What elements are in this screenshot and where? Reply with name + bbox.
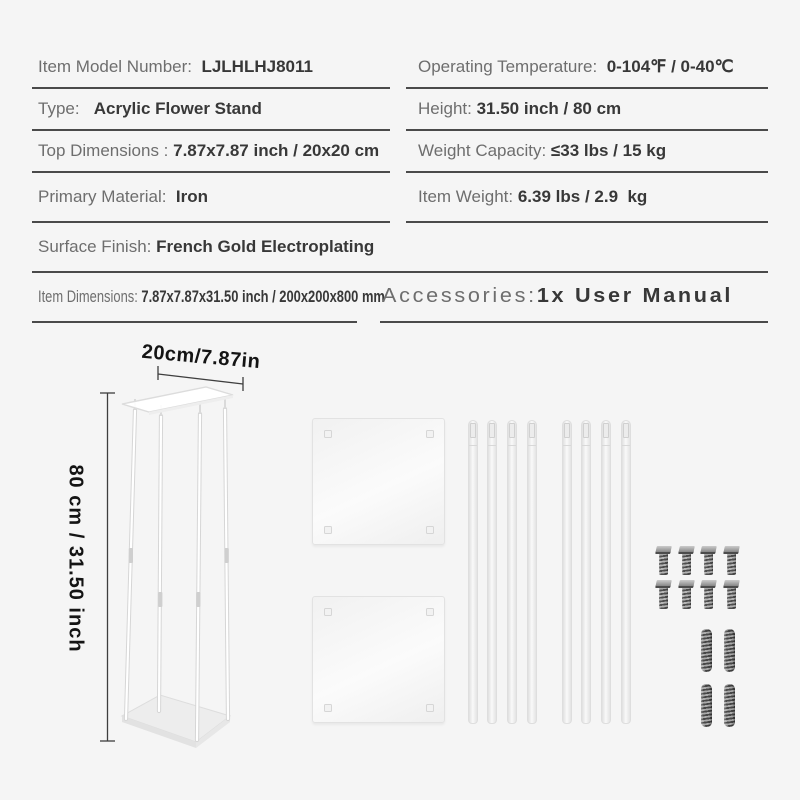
threaded-stud [724,629,735,672]
screw-head [655,546,672,554]
parts-layer [0,330,800,800]
support-rod [487,420,497,724]
screw [656,546,672,576]
spec-label: Type: [38,99,94,118]
width-dimension-label: 20cm/7.87in [140,340,262,374]
panel-hole [324,430,332,438]
spec-row [32,273,768,323]
threaded-stud [724,684,735,727]
spec-value: ≤33 lbs / 15 kg [550,141,667,160]
screw [701,580,717,610]
spec-row [32,173,768,223]
panel-hole [324,704,332,712]
screw-shank [682,588,691,609]
acrylic-panel [312,596,445,723]
spec-value: Iron [175,187,209,206]
screw-head [655,580,672,588]
support-rod [621,420,631,724]
panel-hole [324,526,332,534]
spec-row [32,131,768,173]
screw [724,546,740,576]
spec-value: French Gold Electroplating [156,237,375,256]
screw-shank [727,554,736,575]
panel-hole [426,526,434,534]
support-rod [507,420,517,724]
spec-label: Top Dimensions : [38,141,174,160]
spec-label: Accessories: [382,285,537,307]
spec-item-weight [406,173,768,223]
spec-label: Item Weight: [418,187,518,206]
spec-row [32,47,768,89]
support-rod [581,420,591,724]
product-figure [0,330,800,800]
support-rod [527,420,537,724]
spec-table [0,0,800,323]
screw-shank [704,554,713,575]
spec-value: 1x User Manual [536,285,734,307]
spec-accessories [380,273,768,323]
spec-value: 7.87x7.87 inch / 20x20 cm [173,141,380,160]
spec-weight-capacity [406,131,768,173]
spec-surface-finish [32,223,768,273]
panel-hole [426,704,434,712]
spec-label: Height: [418,99,477,118]
spec-item-dimensions [32,273,385,323]
support-rod [601,420,611,724]
screw [679,580,695,610]
spec-operating-temperature [406,47,768,89]
screw-head [678,546,695,554]
spec-row [32,89,768,131]
spec-value: 6.39 lbs / 2.9 kg [517,187,648,206]
spec-value: 7.87x7.87x31.50 inch / 200x200x800 mm [141,287,385,306]
spec-label: Weight Capacity: [418,141,551,160]
spec-label: Primary Material: [38,187,176,206]
screw-head [723,580,740,588]
spec-value: 31.50 inch / 80 cm [476,99,622,118]
screw [724,580,740,610]
spec-label: Operating Temperature: [418,57,607,76]
panel-hole [324,608,332,616]
spec-label: Item Dimensions: [38,287,142,306]
spec-value: Acrylic Flower Stand [93,99,262,118]
spec-value: LJLHLHJ8011 [201,57,313,76]
acrylic-panel [312,418,445,545]
spec-label: Surface Finish: [38,237,157,256]
screw-head [700,546,717,554]
screw-shank [659,588,668,609]
support-rod [468,420,478,724]
support-rod [562,420,572,724]
spec-height [406,89,768,131]
height-dimension-label: 80 cm / 31.50 inch [64,464,87,653]
screw [679,546,695,576]
screw-head [700,580,717,588]
spec-value: 0-104℉ / 0-40℃ [606,57,734,76]
screw-shank [727,588,736,609]
spec-item-model-number [32,47,390,89]
screw-head [678,580,695,588]
screw-shank [704,588,713,609]
spec-type [32,89,390,131]
threaded-stud [701,629,712,672]
panel-hole [426,430,434,438]
screw-shank [659,554,668,575]
spec-label: Item Model Number: [38,57,202,76]
spec-top-dimensions [32,131,390,173]
screw-head [723,546,740,554]
threaded-stud [701,684,712,727]
screw [701,546,717,576]
spec-row [32,223,768,273]
screw-shank [682,554,691,575]
spec-primary-material [32,173,390,223]
panel-hole [426,608,434,616]
screw [656,580,672,610]
